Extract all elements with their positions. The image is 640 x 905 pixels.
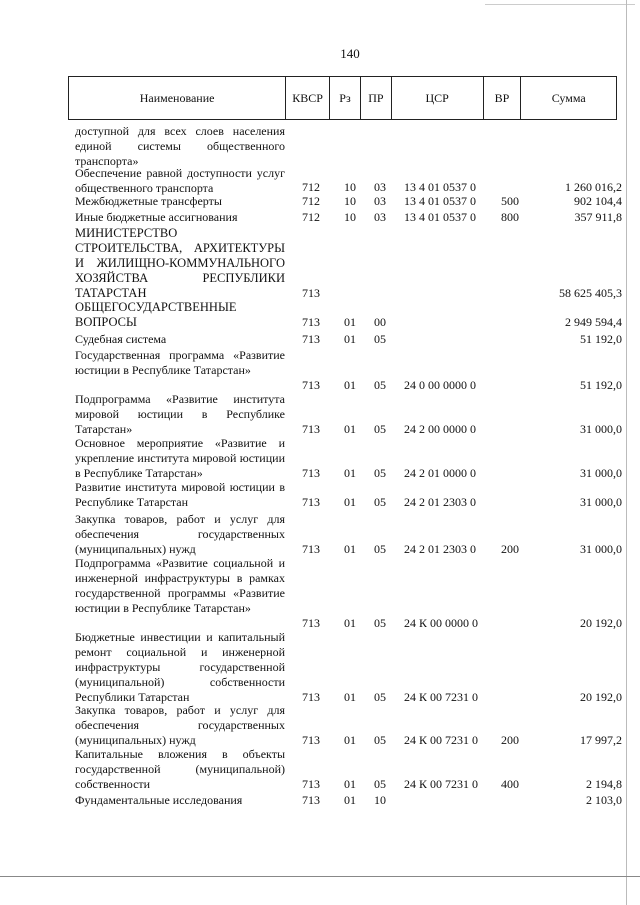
row-sum: 31 000,0 <box>580 422 622 436</box>
row-pr: 00 <box>374 315 386 329</box>
row-kvsr: 712 <box>302 180 320 194</box>
row-sum: 51 192,0 <box>580 332 622 346</box>
row-sum: 17 997,2 <box>580 733 622 747</box>
row-rz: 01 <box>344 378 356 392</box>
row-name: ОБЩЕГОСУДАРСТВЕННЫЕ ВОПРОСЫ <box>75 300 237 329</box>
row-pr: 10 <box>374 793 386 807</box>
row-csr: 24 2 01 2303 0 <box>404 542 476 556</box>
row-name: доступной для всех слоев населения единой системы общественного транспорта» <box>75 124 285 168</box>
row-rz: 01 <box>344 315 356 329</box>
row-sum: 357 911,8 <box>574 210 622 224</box>
page-number: 140 <box>340 46 360 61</box>
row-kvsr: 713 <box>302 286 320 300</box>
row-pr: 03 <box>374 194 386 208</box>
row-vr: 500 <box>501 194 519 208</box>
row-rz: 10 <box>344 180 356 194</box>
scan-edge-line <box>626 0 627 905</box>
row-sum: 20 192,0 <box>580 690 622 704</box>
scan-edge-mark <box>485 4 635 5</box>
row-sum: 51 192,0 <box>580 378 622 392</box>
scan-bottom-line <box>0 876 640 877</box>
header-sum: Сумма <box>551 90 586 105</box>
row-rz: 01 <box>344 793 356 807</box>
header-vr: ВР <box>484 77 522 119</box>
row-name: Фундаментальные исследования <box>75 793 243 807</box>
row-rz: 01 <box>344 777 356 791</box>
row-rz: 10 <box>344 210 356 224</box>
header-kvsr: КВСР <box>286 77 330 119</box>
row-csr: 24 К 00 0000 0 <box>404 616 479 630</box>
row-name: Государственная программа «Развитие юстиции в Республике Татарстан» <box>75 348 285 377</box>
row-sum: 2 949 594,4 <box>565 315 622 329</box>
row-kvsr: 713 <box>302 422 320 436</box>
row-name: Развитие института мировой юстиции в Республике Татарстан <box>75 480 285 509</box>
row-csr: 13 4 01 0537 0 <box>404 194 476 208</box>
row-name: Капитальные вложения в объекты государственной (муниципальной) собственности <box>75 747 285 791</box>
row-name: Бюджетные инвестиции и капитальный ремонт социальной и инженерной инфраструктуры государственной (муниципальной) собственности Республики Татарстан <box>75 630 285 704</box>
row-pr: 05 <box>374 495 386 509</box>
row-name: Судебная система <box>75 332 167 346</box>
row-kvsr: 713 <box>302 315 320 329</box>
row-rz: 01 <box>344 616 356 630</box>
row-csr: 13 4 01 0537 0 <box>404 180 476 194</box>
row-rz: 01 <box>344 332 356 346</box>
row-rz: 01 <box>344 690 356 704</box>
row-kvsr: 713 <box>302 542 320 556</box>
row-rz: 01 <box>344 733 356 747</box>
row-pr: 05 <box>374 777 386 791</box>
row-kvsr: 712 <box>302 210 320 224</box>
row-kvsr: 713 <box>302 777 320 791</box>
row-pr: 03 <box>374 210 386 224</box>
row-kvsr: 713 <box>302 378 320 392</box>
row-csr: 24 К 00 7231 0 <box>404 777 479 791</box>
row-kvsr: 713 <box>302 690 320 704</box>
row-csr: 24 2 01 2303 0 <box>404 495 476 509</box>
row-pr: 05 <box>374 733 386 747</box>
header-rz: Рз <box>330 77 361 119</box>
header-pr: ПР <box>361 77 392 119</box>
row-rz: 01 <box>344 422 356 436</box>
row-name: Закупка товаров, работ и услуг для обеспечения государственных (муниципальных) нужд <box>75 512 285 556</box>
row-csr: 24 0 00 0000 0 <box>404 378 476 392</box>
row-kvsr: 713 <box>302 466 320 480</box>
row-kvsr: 712 <box>302 194 320 208</box>
row-csr: 24 2 01 0000 0 <box>404 466 476 480</box>
row-sum: 58 625 405,3 <box>559 286 622 300</box>
row-rz: 01 <box>344 542 356 556</box>
header-csr: ЦСР <box>392 77 484 119</box>
row-name: Обеспечение равной доступности услуг общественного транспорта <box>75 166 285 195</box>
row-vr: 200 <box>501 542 519 556</box>
row-sum: 1 260 016,2 <box>565 180 622 194</box>
row-csr: 24 К 00 7231 0 <box>404 733 479 747</box>
row-rz: 01 <box>344 495 356 509</box>
row-csr: 24 2 00 0000 0 <box>404 422 476 436</box>
row-vr: 200 <box>501 733 519 747</box>
row-name: Основное мероприятие «Развитие и укрепление института мировой юстиции в Республике Татарстан» <box>75 436 285 480</box>
row-sum: 31 000,0 <box>580 466 622 480</box>
row-name: МИНИСТЕРСТВО СТРОИТЕЛЬСТВА, АРХИТЕКТУРЫ И ЖИЛИЩНО-КОММУНАЛЬНОГО ХОЗЯЙСТВА РЕСПУБЛИКИ ТАТАРСТАН <box>75 226 285 300</box>
row-pr: 05 <box>374 332 386 346</box>
header-name: Наименование <box>69 77 286 119</box>
row-kvsr: 713 <box>302 733 320 747</box>
row-pr: 05 <box>374 466 386 480</box>
row-pr: 05 <box>374 378 386 392</box>
row-kvsr: 713 <box>302 495 320 509</box>
row-pr: 05 <box>374 542 386 556</box>
row-name: Иные бюджетные ассигнования <box>75 210 238 224</box>
row-rz: 01 <box>344 466 356 480</box>
row-kvsr: 713 <box>302 616 320 630</box>
row-sum: 902 104,4 <box>574 194 622 208</box>
row-kvsr: 713 <box>302 793 320 807</box>
table-header <box>68 76 617 120</box>
row-pr: 05 <box>374 690 386 704</box>
row-vr: 800 <box>501 210 519 224</box>
row-name: Подпрограмма «Развитие института мировой юстиции в Республике Татарстан» <box>75 392 285 436</box>
row-sum: 31 000,0 <box>580 495 622 509</box>
row-name: Подпрограмма «Развитие социальной и инженерной инфраструктуры в рамках государственной программы «Развитие юстиции в Республике Татарстан» <box>75 556 285 615</box>
row-csr: 24 К 00 7231 0 <box>404 690 479 704</box>
row-sum: 31 000,0 <box>580 542 622 556</box>
row-sum: 20 192,0 <box>580 616 622 630</box>
row-pr: 05 <box>374 422 386 436</box>
row-name: Межбюджетные трансферты <box>75 194 222 208</box>
row-kvsr: 713 <box>302 332 320 346</box>
row-pr: 03 <box>374 180 386 194</box>
row-csr: 13 4 01 0537 0 <box>404 210 476 224</box>
row-rz: 10 <box>344 194 356 208</box>
row-vr: 400 <box>501 777 519 791</box>
row-pr: 05 <box>374 616 386 630</box>
row-name: Закупка товаров, работ и услуг для обеспечения государственных (муниципальных) нужд <box>75 703 285 747</box>
row-sum: 2 103,0 <box>586 793 622 807</box>
row-sum: 2 194,8 <box>586 777 622 791</box>
